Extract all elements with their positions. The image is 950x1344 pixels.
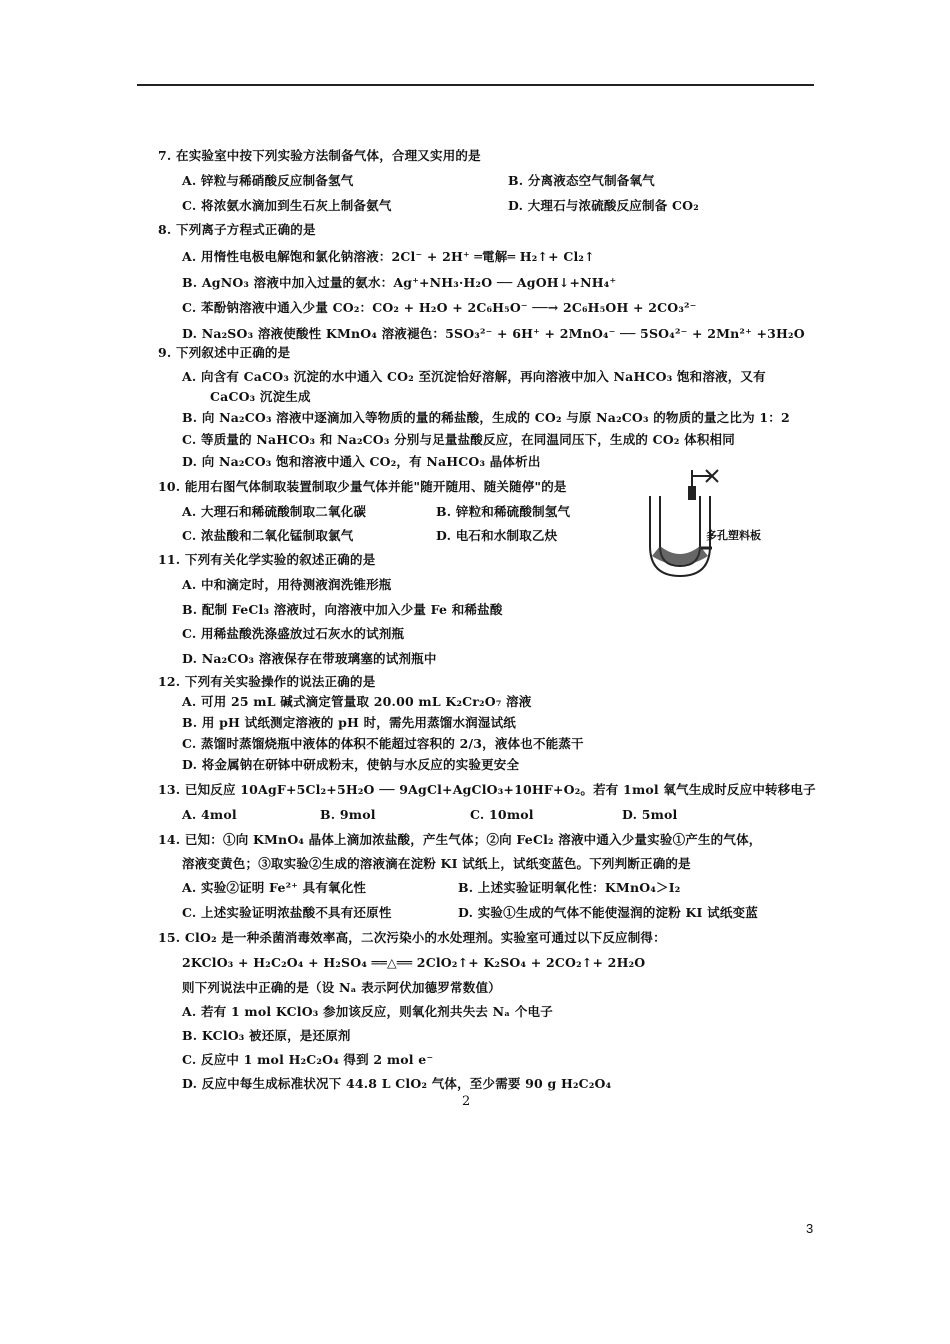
question-option: B. 锌粒和稀硫酸制氢气 bbox=[436, 504, 571, 519]
question-option: D. 大理石与浓硫酸反应制备 CO₂ bbox=[508, 198, 699, 213]
question-option: CaCO₃ 沉淀生成 bbox=[210, 389, 311, 404]
question-option: C. 反应中 1 mol H₂C₂O₄ 得到 2 mol e⁻ bbox=[182, 1052, 434, 1067]
question-option: B. 配制 FeCl₃ 溶液时，向溶液中加入少量 Fe 和稀盐酸 bbox=[182, 602, 503, 617]
question-option: D. 电石和水制取乙炔 bbox=[436, 528, 558, 543]
question-option: D. 将金属钠在研钵中研成粉末，使钠与水反应的实验更安全 bbox=[182, 757, 520, 772]
question-option: D. Na₂CO₃ 溶液保存在带玻璃塞的试剂瓶中 bbox=[182, 651, 437, 666]
question-option: A. 实验②证明 Fe²⁺ 具有氧化性 bbox=[182, 880, 367, 895]
question-stem: 15. ClO₂ 是一种杀菌消毒效率高，二次污染小的水处理剂。实验室可通过以下反应制得： bbox=[158, 930, 666, 945]
question-option: D. 反应中每生成标准状况下 44.8 L ClO₂ 气体，至少需要 90 g H₂C₂O₄ bbox=[182, 1076, 612, 1091]
question-option: A. 大理石和稀硫酸制取二氧化碳 bbox=[182, 504, 367, 519]
question-stem: 10. 能用右图气体制取装置制取少量气体并能"随开随用、随关随停"的是 bbox=[158, 479, 567, 494]
question-option: C. 蒸馏时蒸馏烧瓶中液体的体积不能超过容积的 2/3，液体也不能蒸干 bbox=[182, 736, 584, 751]
question-option: C. 上述实验证明浓盐酸不具有还原性 bbox=[182, 905, 392, 920]
question-stem: 14. 已知：①向 KMnO₄ 晶体上滴加浓盐酸，产生气体；②向 FeCl₂ 溶液中通入少量实验①产生的气体， bbox=[158, 832, 762, 847]
question-option: C. 10mol bbox=[470, 807, 534, 822]
question-stem: 13. 已知反应 10AgF+5Cl₂+5H₂O ── 9AgCl+AgClO₃+10HF+O₂。若有 1mol 氧气生成时反应中转移电子 bbox=[158, 782, 816, 797]
question-option: A. 可用 25 mL 碱式滴定管量取 20.00 mL K₂Cr₂O₇ 溶液 bbox=[182, 694, 532, 709]
question-option: A. 向含有 CaCO₃ 沉淀的水中通入 CO₂ 至沉淀恰好溶解，再向溶液中加入 NaHCO₃ 饱和溶液，又有 bbox=[182, 369, 766, 384]
u-tube-apparatus-diagram bbox=[640, 466, 780, 586]
question-stem: 11. 下列有关化学实验的叙述正确的是 bbox=[158, 552, 376, 567]
question-option: C. 等质量的 NaHCO₃ 和 Na₂CO₃ 分别与足量盐酸反应，在同温同压下，生成的 CO₂ 体积相同 bbox=[182, 432, 735, 447]
question-option: B. 向 Na₂CO₃ 溶液中逐滴加入等物质的量的稀盐酸，生成的 CO₂ 与原 Na₂CO₃ 的物质的量之比为 1：2 bbox=[182, 410, 790, 425]
question-option: A. 用惰性电极电解饱和氯化钠溶液：2Cl⁻ + 2H⁺ ═電解═ H₂↑+ Cl₂↑ bbox=[182, 249, 595, 264]
question-option: B. AgNO₃ 溶液中加入过量的氨水：Ag⁺+NH₃·H₂O ── AgOH↓+NH₄⁺ bbox=[182, 275, 617, 290]
question-option: 则下列说法中正确的是（设 Nₐ 表示阿伏加德罗常数值） bbox=[182, 980, 501, 995]
question-stem: 7. 在实验室中按下列实验方法制备气体，合理又实用的是 bbox=[158, 148, 481, 163]
question-option: A. 中和滴定时，用待测液润洗锥形瓶 bbox=[182, 577, 392, 592]
question-option: B. 9mol bbox=[320, 807, 376, 822]
question-option: D. 5mol bbox=[622, 807, 678, 822]
question-option: D. Na₂SO₃ 溶液使酸性 KMnO₄ 溶液褪色：5SO₃²⁻ + 6H⁺ + 2MnO₄⁻ ── 5SO₄²⁻ + 2Mn²⁺ +3H₂O bbox=[182, 326, 805, 341]
question-stem: 8. 下列离子方程式正确的是 bbox=[158, 222, 316, 237]
question-option: A. 4mol bbox=[182, 807, 237, 822]
question-option: B. 分离液态空气制备氧气 bbox=[508, 173, 655, 188]
question-stem: 12. 下列有关实验操作的说法正确的是 bbox=[158, 674, 376, 689]
question-option: B. KClO₃ 被还原，是还原剂 bbox=[182, 1028, 351, 1043]
inner-page-number: 2 bbox=[462, 1094, 471, 1109]
question-option: C. 用稀盐酸洗涤盛放过石灰水的试剂瓶 bbox=[182, 626, 405, 641]
question-option: B. 上述实验证明氧化性：KMnO₄＞I₂ bbox=[458, 880, 681, 895]
question-option: D. 向 Na₂CO₃ 饱和溶液中通入 CO₂，有 NaHCO₃ 晶体析出 bbox=[182, 454, 541, 469]
question-option: C. 将浓氨水滴加到生石灰上制备氨气 bbox=[182, 198, 392, 213]
page-number: 3 bbox=[806, 1221, 814, 1236]
apparatus-label: 多孔塑料板 bbox=[706, 529, 761, 542]
question-option: 溶液变黄色；③取实验②生成的溶液滴在淀粉 KI 试纸上，试纸变蓝色。下列判断正确的是 bbox=[182, 856, 691, 871]
question-option: C. 浓盐酸和二氧化锰制取氯气 bbox=[182, 528, 354, 543]
question-option: D. 实验①生成的气体不能使湿润的淀粉 KI 试纸变蓝 bbox=[458, 905, 758, 920]
question-stem: 9. 下列叙述中正确的是 bbox=[158, 345, 291, 360]
question-option: A. 若有 1 mol KClO₃ 参加该反应，则氧化剂共失去 Nₐ 个电子 bbox=[182, 1004, 553, 1019]
question-option: 2KClO₃ + H₂C₂O₄ + H₂SO₄ ══△══ 2ClO₂↑+ K₂SO₄ + 2CO₂↑+ 2H₂O bbox=[182, 955, 646, 970]
question-option: B. 用 pH 试纸测定溶液的 pH 时，需先用蒸馏水润湿试纸 bbox=[182, 715, 516, 730]
header-rule bbox=[137, 84, 814, 86]
question-option: C. 苯酚钠溶液中通入少量 CO₂：CO₂ + H₂O + 2C₆H₅O⁻ ──→ 2C₆H₅OH + 2CO₃²⁻ bbox=[182, 300, 697, 315]
question-option: A. 锌粒与稀硝酸反应制备氢气 bbox=[182, 173, 354, 188]
